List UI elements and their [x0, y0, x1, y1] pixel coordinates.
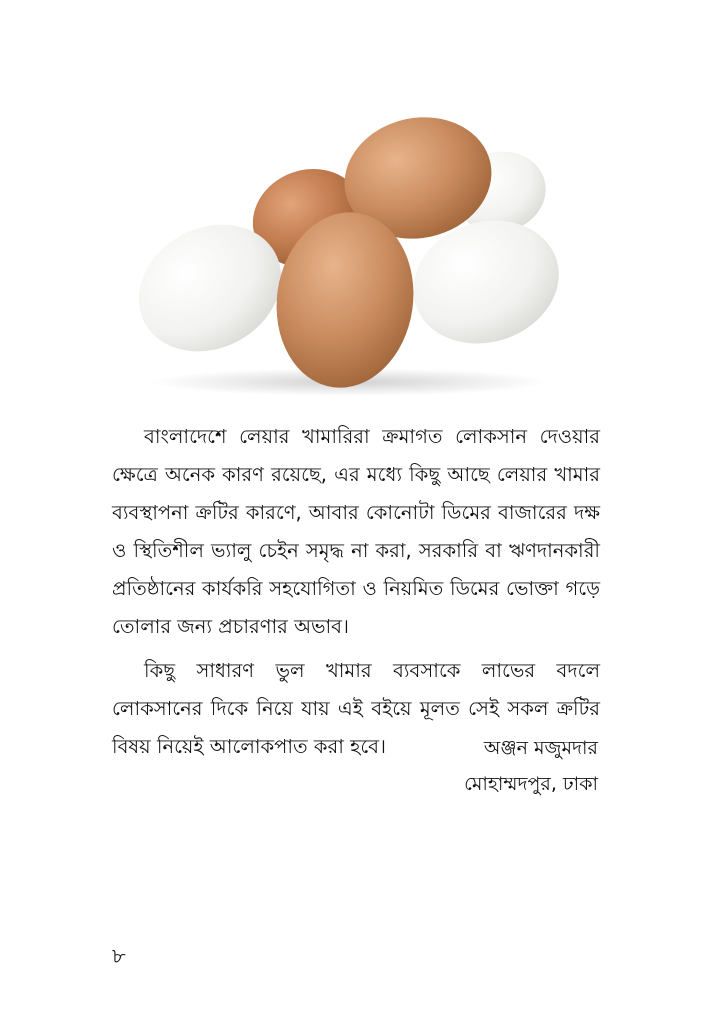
- paragraph-1: বাংলাদেশে লেয়ার খামারিরা ক্রমাগত লোকসান দেওয়ার ক্ষেত্রে অনেক কারণ রয়েছে, এর মধ্যে কিছু আছে লেয়ার খামার ব্যবস্থাপনা ক্রটির কারণে, আবার কোনোটা ডিমের বাজারের দক্ষ ও স্থিতিশীল ভ্যালু চেইন সমৃদ্ধ না করা, সরকারি বা ঋণদানকারী প্রতিষ্ঠানের কার্যকরি সহযোগিতা ও নিয়মিত ডিমের ভোক্তা গড়ে তোলার জন্য প্রচারণার অভাব।: [112, 425, 600, 638]
- eggs-photo-icon: [130, 110, 570, 400]
- preface-text: [112, 418, 600, 772]
- page-number: ৮: [112, 944, 126, 968]
- paragraph-2: কিছু সাধারণ ভুল খামার ব্যবসাকে লাভের বদলে লোকসানের দিকে নিয়ে যায় এই বইয়ে মূলত সেই সকল ক্রটির বিষয় নিয়েই আলোকপাত করা হবে।: [112, 659, 600, 758]
- author-name: অঞ্জন মজুমদার: [483, 737, 598, 759]
- author-signature: [464, 730, 598, 802]
- author-place: মোহাম্মদপুর, ঢাকা: [464, 773, 598, 795]
